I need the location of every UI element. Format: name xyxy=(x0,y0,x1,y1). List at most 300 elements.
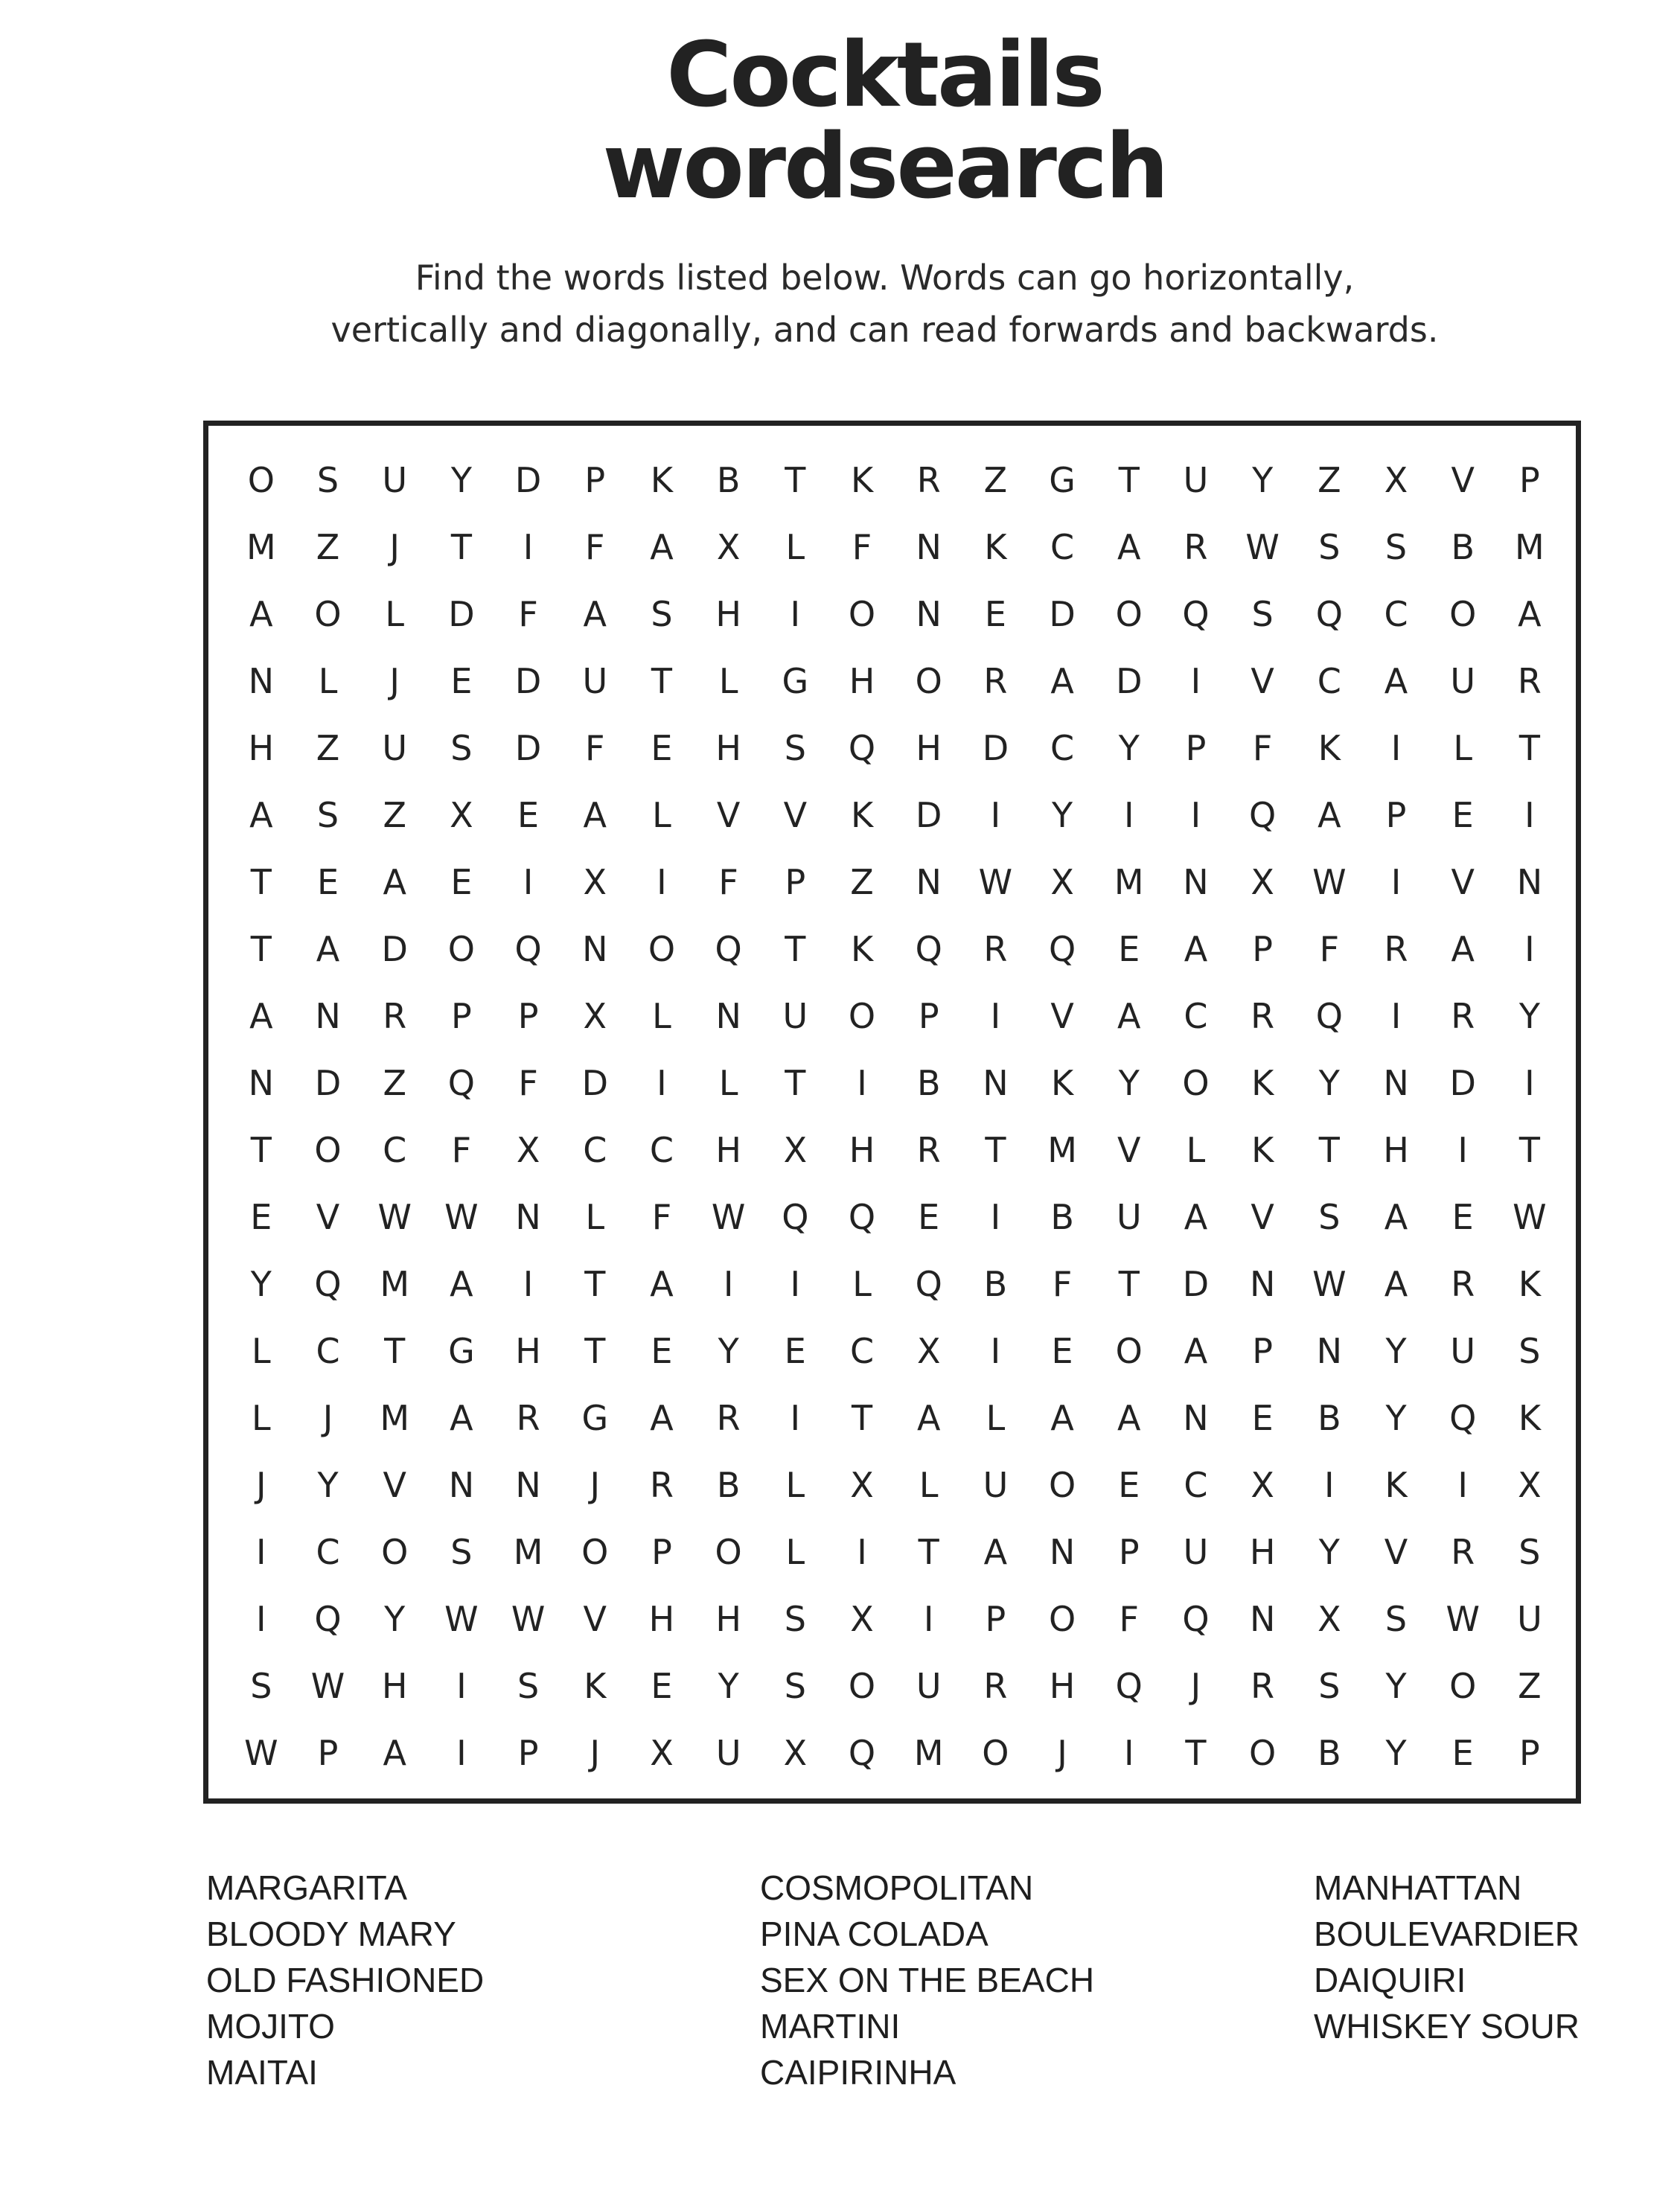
grid-letter: I xyxy=(256,1532,266,1572)
grid-letter: S xyxy=(1518,1532,1541,1572)
grid-letter: U xyxy=(1450,661,1476,701)
grid-letter: Q xyxy=(848,1733,876,1773)
grid-letter: A xyxy=(1184,1331,1208,1371)
grid-letter: L xyxy=(585,1197,605,1237)
grid-letter: M xyxy=(513,1532,543,1572)
grid-letter: O xyxy=(447,929,476,969)
grid-letter: H xyxy=(715,728,741,768)
grid-letter: V xyxy=(783,795,808,835)
grid-letter: S xyxy=(784,1599,806,1639)
grid-letter: H xyxy=(1383,1130,1409,1170)
grid-letter: E xyxy=(1451,795,1474,835)
word-list-item: PINA COLADA xyxy=(760,1915,988,1953)
grid-letter: R xyxy=(649,1465,674,1505)
grid-letter: N xyxy=(582,929,608,969)
grid-letter: S xyxy=(1384,1599,1408,1639)
instructions-line-2: vertically and diagonally, and can read forwards and backwards. xyxy=(330,310,1439,350)
grid-letter: R xyxy=(916,460,941,500)
grid-letter: Z xyxy=(983,460,1008,500)
grid-letter: X xyxy=(716,527,741,567)
grid-letter: D xyxy=(916,795,942,835)
grid-letter: V xyxy=(383,1465,406,1505)
grid-letter: L xyxy=(385,594,405,634)
grid-letter: Q xyxy=(1048,929,1076,969)
grid-letter: I xyxy=(990,1331,1001,1371)
grid-letter: K xyxy=(1251,1063,1274,1103)
grid-letter: E xyxy=(651,728,673,768)
grid-letter: I xyxy=(790,1398,801,1438)
grid-letter: P xyxy=(1252,929,1274,969)
grid-letter: Q xyxy=(1182,1599,1210,1639)
grid-letter: T xyxy=(250,1130,272,1170)
grid-letter: R xyxy=(916,1130,941,1170)
grid-letter: K xyxy=(850,460,874,500)
grid-letter: E xyxy=(918,1197,940,1237)
grid-letter: Y xyxy=(1052,795,1073,835)
grid-letter: Q xyxy=(1115,1666,1143,1706)
grid-letter: A xyxy=(650,527,674,567)
grid-letter: H xyxy=(715,594,741,634)
grid-letter: M xyxy=(1515,527,1545,567)
grid-letter: V xyxy=(583,1599,607,1639)
grid-letter: Z xyxy=(383,1063,406,1103)
grid-letter: R xyxy=(1251,1666,1275,1706)
grid-letter: T xyxy=(450,527,472,567)
grid-letter: Y xyxy=(1318,1063,1340,1103)
grid-letter: O xyxy=(1115,1331,1143,1371)
grid-letter: W xyxy=(978,862,1013,902)
grid-letter: M xyxy=(1047,1130,1077,1170)
grid-letter: A xyxy=(316,929,340,969)
grid-letter: Q xyxy=(915,929,942,969)
grid-letter: T xyxy=(1518,1130,1540,1170)
grid-letter: N xyxy=(715,996,741,1036)
grid-letter: S xyxy=(784,1666,806,1706)
grid-letter: J xyxy=(256,1465,266,1505)
grid-letter: U xyxy=(782,996,808,1036)
grid-letter: T xyxy=(985,1130,1006,1170)
grid-letter: L xyxy=(785,1532,805,1572)
grid-letter: P xyxy=(985,1599,1006,1639)
grid-letter: X xyxy=(850,1465,874,1505)
grid-letter: C xyxy=(583,1130,607,1170)
grid-letter: B xyxy=(1050,1197,1074,1237)
grid-letter: U xyxy=(1517,1599,1542,1639)
grid-letter: U xyxy=(382,728,408,768)
grid-letter: H xyxy=(648,1599,675,1639)
grid-letter: K xyxy=(850,795,874,835)
grid-letter: U xyxy=(916,1666,942,1706)
grid-letter: X xyxy=(783,1130,808,1170)
grid-letter: W xyxy=(1245,527,1280,567)
grid-letter: P xyxy=(1385,795,1407,835)
grid-letter: N xyxy=(248,1063,275,1103)
grid-letter: S xyxy=(316,795,339,835)
grid-letter: I xyxy=(790,594,801,634)
grid-letter: N xyxy=(1183,862,1209,902)
grid-letter: R xyxy=(1517,661,1542,701)
grid-letter: N xyxy=(1516,862,1543,902)
grid-letter: M xyxy=(380,1398,410,1438)
grid-letter: J xyxy=(590,1465,601,1505)
grid-letter: F xyxy=(585,728,605,768)
grid-letter: S xyxy=(517,1666,540,1706)
grid-letter: F xyxy=(1052,1264,1073,1304)
grid-letter: Y xyxy=(1518,996,1540,1036)
grid-letter: A xyxy=(1518,594,1542,634)
grid-letter: C xyxy=(1184,1465,1208,1505)
grid-letter: P xyxy=(317,1733,339,1773)
grid-letter: R xyxy=(1451,1264,1475,1304)
grid-letter: Z xyxy=(1318,460,1341,500)
grid-letter: O xyxy=(915,661,942,701)
grid-letter: A xyxy=(383,1733,406,1773)
grid-letter: O xyxy=(1449,1666,1477,1706)
grid-letter: S xyxy=(784,728,806,768)
grid-letter: X xyxy=(1518,1465,1542,1505)
word-list-item: MANHATTAN xyxy=(1314,1868,1522,1907)
word-list-item: BOULEVARDIER xyxy=(1314,1915,1580,1953)
word-list-item: WHISKEY SOUR xyxy=(1314,2007,1580,2046)
grid-letter: K xyxy=(1518,1264,1541,1304)
grid-letter: Q xyxy=(314,1264,342,1304)
word-list-item: BLOODY MARY xyxy=(206,1915,456,1953)
grid-letter: I xyxy=(723,1264,734,1304)
grid-letter: N xyxy=(1249,1264,1276,1304)
grid-letter: Q xyxy=(514,929,542,969)
grid-letter: Y xyxy=(1385,1666,1407,1706)
grid-letter: H xyxy=(916,728,942,768)
word-list-item: COSMOPOLITAN xyxy=(760,1868,1034,1907)
grid-letter: T xyxy=(1518,728,1540,768)
word-list-item: OLD FASHIONED xyxy=(206,1961,485,1999)
grid-letter: D xyxy=(314,1063,342,1103)
grid-letter: Y xyxy=(718,1331,739,1371)
grid-letter: L xyxy=(718,1063,738,1103)
grid-letter: A xyxy=(1184,1197,1208,1237)
grid-letter: W xyxy=(1513,1197,1547,1237)
word-list-column-1 xyxy=(206,1865,484,2095)
grid-letter: F xyxy=(1119,1599,1140,1639)
grid-letter: Q xyxy=(1249,795,1277,835)
grid-letter: P xyxy=(451,996,472,1036)
grid-letter: X xyxy=(1251,862,1274,902)
grid-letter: O xyxy=(247,460,275,500)
grid-letter: Y xyxy=(1385,1331,1407,1371)
grid-letter: F xyxy=(585,527,605,567)
grid-letter: X xyxy=(850,1599,874,1639)
grid-letter: L xyxy=(718,661,738,701)
grid-letter: H xyxy=(248,728,275,768)
word-list-item: MARGARITA xyxy=(206,1868,408,1907)
grid-letter: Q xyxy=(848,1197,876,1237)
grid-letter: I xyxy=(657,862,667,902)
grid-letter: A xyxy=(1384,1264,1408,1304)
grid-letter: A xyxy=(650,1264,674,1304)
grid-letter: T xyxy=(785,460,806,500)
grid-letter: V xyxy=(1117,1130,1141,1170)
grid-letter: O xyxy=(314,594,342,634)
grid-letter: C xyxy=(649,1130,674,1170)
grid-letter: R xyxy=(1451,996,1475,1036)
grid-letter: U xyxy=(715,1733,741,1773)
grid-letter: L xyxy=(785,527,805,567)
grid-letter: D xyxy=(1449,1063,1476,1103)
grid-letter: Z xyxy=(383,795,406,835)
word-list-item: DAIQUIRI xyxy=(1314,1961,1466,1999)
grid-letter: L xyxy=(852,1264,872,1304)
grid-letter: A xyxy=(1117,996,1141,1036)
grid-letter: H xyxy=(715,1599,741,1639)
grid-letter: I xyxy=(990,1197,1001,1237)
grid-letter: L xyxy=(986,1398,1006,1438)
grid-letter: B xyxy=(716,1465,741,1505)
grid-letter: C xyxy=(1317,661,1341,701)
grid-letter: D xyxy=(581,1063,608,1103)
grid-letter: A xyxy=(1050,661,1074,701)
grid-letter: L xyxy=(1453,728,1473,768)
grid-letter: O xyxy=(381,1532,409,1572)
grid-letter: H xyxy=(849,1130,875,1170)
grid-letter: R xyxy=(1184,527,1208,567)
grid-letter: O xyxy=(314,1130,342,1170)
grid-letter: Q xyxy=(915,1264,942,1304)
grid-letter: A xyxy=(1117,527,1141,567)
page-title-line-2: wordsearch xyxy=(602,115,1167,219)
grid-letter: I xyxy=(1190,661,1201,701)
grid-letter: X xyxy=(1318,1599,1341,1639)
grid-letter: P xyxy=(651,1532,672,1572)
grid-letter: F xyxy=(451,1130,472,1170)
grid-letter: O xyxy=(1449,594,1477,634)
grid-letter: M xyxy=(913,1733,944,1773)
grid-letter: D xyxy=(381,929,408,969)
grid-letter: I xyxy=(1524,929,1535,969)
grid-letter: O xyxy=(848,594,876,634)
grid-letter: A xyxy=(450,1264,473,1304)
grid-letter: X xyxy=(516,1130,540,1170)
grid-letter: T xyxy=(250,929,272,969)
grid-letter: O xyxy=(1048,1465,1076,1505)
grid-letter: I xyxy=(1190,795,1201,835)
grid-letter: P xyxy=(1252,1331,1274,1371)
grid-letter: P xyxy=(785,862,806,902)
grid-letter: F xyxy=(518,594,538,634)
grid-letter: A xyxy=(249,795,273,835)
grid-letter: I xyxy=(1524,1063,1535,1103)
grid-letter: F xyxy=(651,1197,672,1237)
grid-letter: K xyxy=(650,460,674,500)
grid-letter: T xyxy=(1118,1264,1140,1304)
grid-letter: I xyxy=(1123,1733,1134,1773)
grid-letter: N xyxy=(983,1063,1009,1103)
grid-letter: I xyxy=(790,1264,801,1304)
grid-letter: X xyxy=(650,1733,674,1773)
grid-letter: C xyxy=(1050,527,1075,567)
grid-letter: X xyxy=(1251,1465,1274,1505)
grid-letter: Z xyxy=(1518,1666,1542,1706)
grid-letter: B xyxy=(1451,527,1475,567)
word-list-item: CAIPIRINHA xyxy=(760,2053,956,2092)
word-list-item: SEX ON THE BEACH xyxy=(760,1961,1095,1999)
grid-letter: H xyxy=(849,661,875,701)
grid-letter: X xyxy=(583,996,607,1036)
grid-letter: A xyxy=(583,795,607,835)
grid-letter: Q xyxy=(447,1063,476,1103)
grid-letter: O xyxy=(1182,1063,1210,1103)
grid-letter: E xyxy=(1051,1331,1073,1371)
grid-letter: V xyxy=(1384,1532,1408,1572)
grid-letter: C xyxy=(316,1532,340,1572)
grid-letter: R xyxy=(383,996,407,1036)
grid-letter: E xyxy=(1451,1733,1474,1773)
word-list-item: MARTINI xyxy=(760,2007,901,2046)
grid-letter: H xyxy=(381,1666,408,1706)
grid-letter: R xyxy=(1384,929,1408,969)
grid-letter: I xyxy=(456,1666,467,1706)
grid-letter: I xyxy=(256,1599,266,1639)
grid-letter: I xyxy=(1390,728,1402,768)
grid-letter: W xyxy=(511,1599,546,1639)
grid-letter: W xyxy=(1312,862,1347,902)
grid-letter: S xyxy=(1518,1331,1541,1371)
grid-letter: D xyxy=(514,460,542,500)
wordsearch-grid xyxy=(228,447,1563,1787)
grid-letter: I xyxy=(923,1599,934,1639)
grid-letter: C xyxy=(1050,728,1075,768)
grid-letter: M xyxy=(1114,862,1144,902)
grid-letter: H xyxy=(1049,1666,1076,1706)
grid-letter: T xyxy=(1318,1130,1340,1170)
grid-letter: P xyxy=(517,1733,539,1773)
grid-letter: L xyxy=(318,661,338,701)
grid-letter: S xyxy=(250,1666,272,1706)
grid-letter: Y xyxy=(384,1599,406,1639)
grid-letter: L xyxy=(252,1398,271,1438)
grid-letter: A xyxy=(249,594,273,634)
grid-letter: N xyxy=(315,996,341,1036)
grid-letter: V xyxy=(316,1197,340,1237)
grid-letter: X xyxy=(783,1733,808,1773)
grid-letter: E xyxy=(984,594,1006,634)
grid-letter: R xyxy=(1451,1532,1475,1572)
grid-letter: R xyxy=(983,929,1008,969)
grid-letter: S xyxy=(1318,527,1341,567)
grid-letter: A xyxy=(983,1532,1008,1572)
grid-letter: D xyxy=(982,728,1009,768)
grid-letter: P xyxy=(1519,460,1540,500)
grid-letter: K xyxy=(1384,1465,1408,1505)
grid-letter: F xyxy=(852,527,872,567)
grid-letter: I xyxy=(657,1063,667,1103)
grid-letter: I xyxy=(1457,1130,1468,1170)
grid-letter: O xyxy=(1249,1733,1277,1773)
grid-letter: L xyxy=(785,1465,805,1505)
grid-letter: I xyxy=(1390,996,1402,1036)
grid-letter: S xyxy=(316,460,339,500)
grid-letter: L xyxy=(1186,1130,1206,1170)
grid-letter: N xyxy=(916,594,942,634)
grid-letter: E xyxy=(1451,1197,1474,1237)
grid-letter: S xyxy=(1318,1197,1341,1237)
grid-letter: N xyxy=(248,661,275,701)
grid-letter: Y xyxy=(1385,1398,1407,1438)
grid-letter: Y xyxy=(1318,1532,1340,1572)
grid-letter: N xyxy=(916,527,942,567)
grid-letter: L xyxy=(652,996,671,1036)
grid-letter: F xyxy=(1252,728,1273,768)
page-title-line-1: Cocktails xyxy=(666,24,1103,127)
grid-letter: Z xyxy=(850,862,874,902)
grid-letter: N xyxy=(1383,1063,1409,1103)
grid-letter: Y xyxy=(1118,728,1140,768)
grid-letter: C xyxy=(1184,996,1208,1036)
grid-letter: A xyxy=(1318,795,1341,835)
grid-letter: N xyxy=(515,1465,541,1505)
grid-letter: V xyxy=(1451,862,1475,902)
grid-letter: N xyxy=(1049,1532,1076,1572)
grid-letter: G xyxy=(581,1398,609,1438)
grid-letter: T xyxy=(851,1398,873,1438)
grid-letter: O xyxy=(848,996,876,1036)
grid-letter: I xyxy=(1524,795,1535,835)
grid-letter: O xyxy=(982,1733,1009,1773)
grid-letter: I xyxy=(1390,862,1402,902)
grid-letter: A xyxy=(1451,929,1475,969)
grid-letter: E xyxy=(450,661,473,701)
grid-letter: U xyxy=(1183,460,1209,500)
grid-letter: S xyxy=(450,1532,473,1572)
grid-letter: O xyxy=(1115,594,1143,634)
grid-letter: T xyxy=(584,1331,606,1371)
grid-letter: I xyxy=(990,795,1001,835)
grid-letter: B xyxy=(983,1264,1008,1304)
grid-letter: W xyxy=(377,1197,412,1237)
grid-letter: U xyxy=(1116,1197,1142,1237)
grid-letter: Q xyxy=(715,929,742,969)
grid-letter: Y xyxy=(1252,460,1274,500)
grid-letter: V xyxy=(1251,661,1274,701)
grid-letter: A xyxy=(1117,1398,1141,1438)
grid-letter: G xyxy=(782,661,809,701)
grid-letter: W xyxy=(444,1197,479,1237)
grid-letter: A xyxy=(1384,1197,1408,1237)
grid-letter: I xyxy=(523,862,534,902)
grid-letter: D xyxy=(1116,661,1143,701)
grid-letter: E xyxy=(250,1197,272,1237)
grid-letter: L xyxy=(919,1465,939,1505)
grid-letter: E xyxy=(784,1331,806,1371)
grid-letter: Y xyxy=(1385,1733,1407,1773)
grid-letter: L xyxy=(252,1331,271,1371)
grid-letter: S xyxy=(1251,594,1274,634)
grid-letter: I xyxy=(456,1733,467,1773)
grid-letter: S xyxy=(1384,527,1408,567)
grid-letter: T xyxy=(651,661,673,701)
grid-letter: A xyxy=(583,594,607,634)
grid-letter: J xyxy=(1057,1733,1067,1773)
grid-letter: I xyxy=(1123,795,1134,835)
grid-letter: U xyxy=(382,460,408,500)
grid-letter: Q xyxy=(848,728,876,768)
grid-letter: S xyxy=(450,728,473,768)
grid-letter: W xyxy=(711,1197,746,1237)
grid-letter: X xyxy=(583,862,607,902)
grid-letter: V xyxy=(1451,460,1475,500)
grid-letter: N xyxy=(916,862,942,902)
grid-letter: R xyxy=(1251,996,1275,1036)
grid-letter: P xyxy=(584,460,606,500)
